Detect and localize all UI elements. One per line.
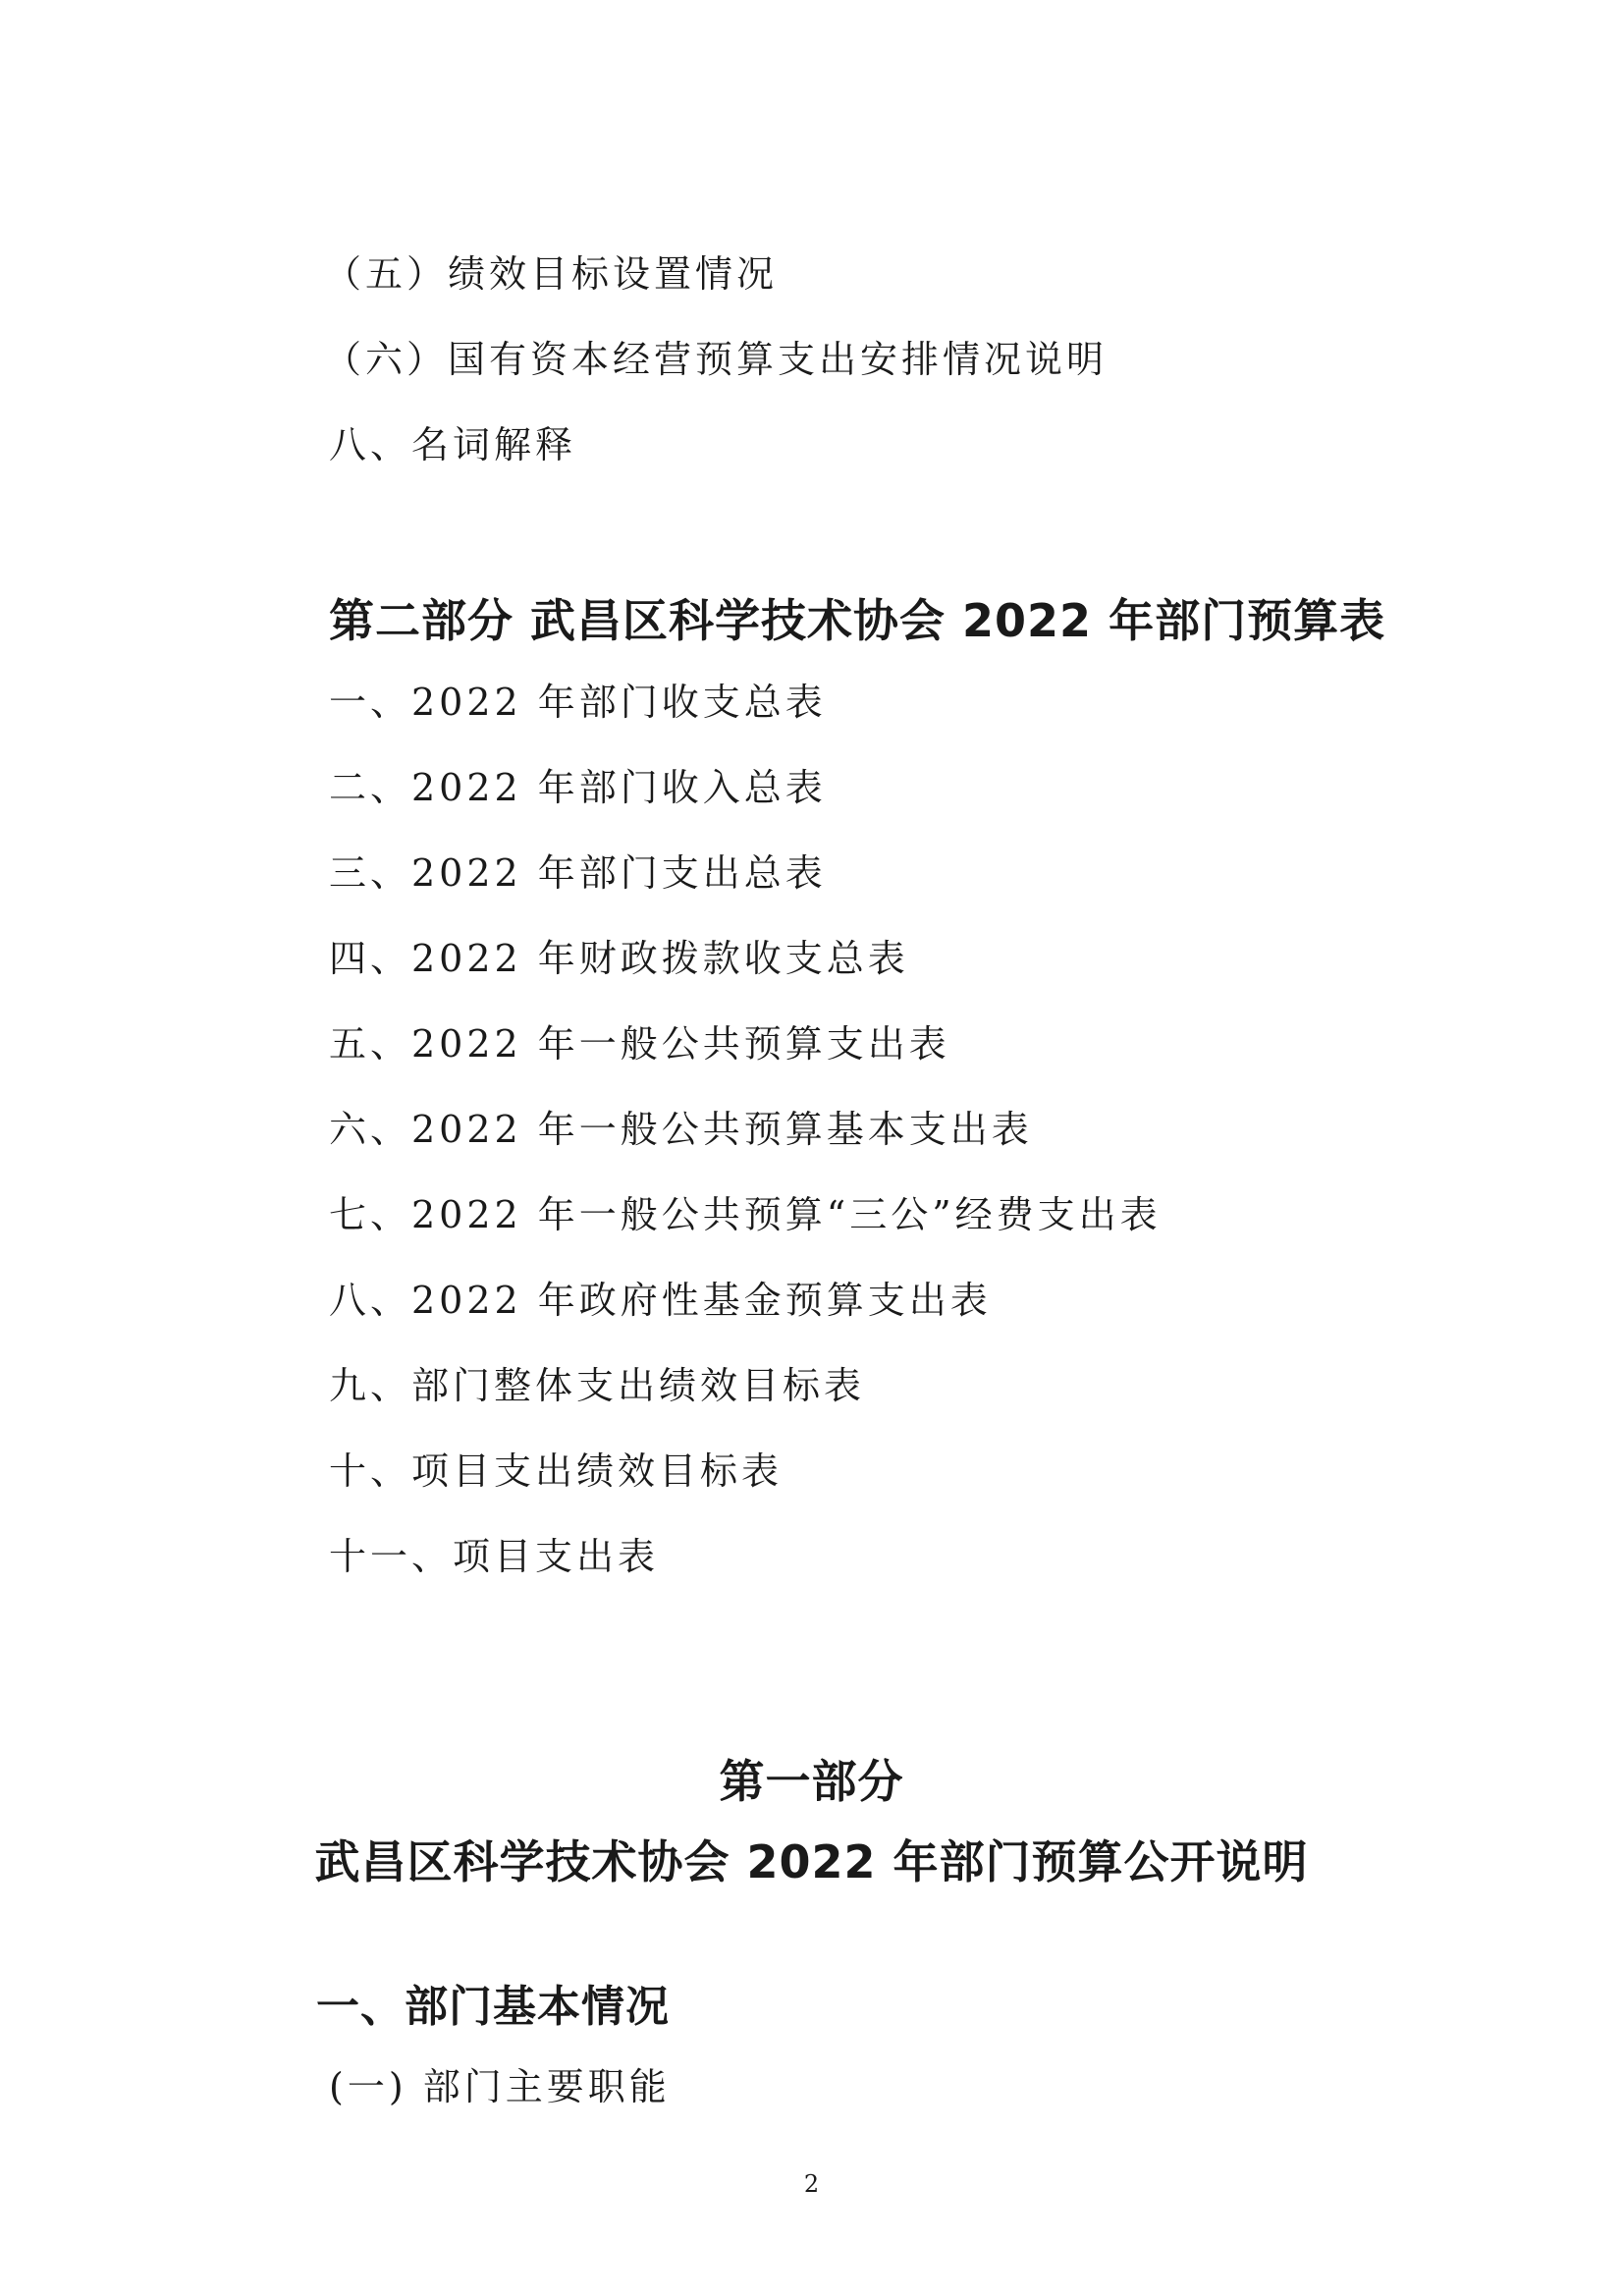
part2-item: 二、2022 年部门收入总表 xyxy=(329,766,827,809)
toc-item: 八、名词解释 xyxy=(329,423,577,466)
toc-item: （六）国有资本经营预算支出安排情况说明 xyxy=(324,338,1109,381)
section-heading: 一、部门基本情况 xyxy=(316,1982,670,2032)
part2-item: 六、2022 年一般公共预算基本支出表 xyxy=(329,1108,1033,1151)
subsection-heading: (一) 部门主要职能 xyxy=(329,2065,671,2108)
part1-label: 第一部分 xyxy=(719,1755,904,1808)
part2-item: 七、2022 年一般公共预算“三公”经费支出表 xyxy=(329,1193,1162,1236)
part2-item: 八、2022 年政府性基金预算支出表 xyxy=(329,1279,992,1322)
part2-item: 九、部门整体支出绩效目标表 xyxy=(329,1364,866,1407)
part2-item: 十一、项目支出表 xyxy=(329,1535,660,1578)
part1-title: 武昌区科学技术协会 2022 年部门预算公开说明 xyxy=(314,1835,1309,1888)
part2-heading: 第二部分 武昌区科学技术协会 2022 年部门预算表 xyxy=(329,594,1386,647)
page-number: 2 xyxy=(803,2170,820,2198)
part2-item: 三、2022 年部门支出总表 xyxy=(329,851,827,895)
toc-item: （五）绩效目标设置情况 xyxy=(324,252,779,296)
part2-item: 四、2022 年财政拨款收支总表 xyxy=(329,937,909,980)
part2-item: 五、2022 年一般公共预算支出表 xyxy=(329,1022,950,1066)
part2-item: 十、项目支出绩效目标表 xyxy=(329,1449,784,1493)
part2-item: 一、2022 年部门收支总表 xyxy=(329,681,827,724)
